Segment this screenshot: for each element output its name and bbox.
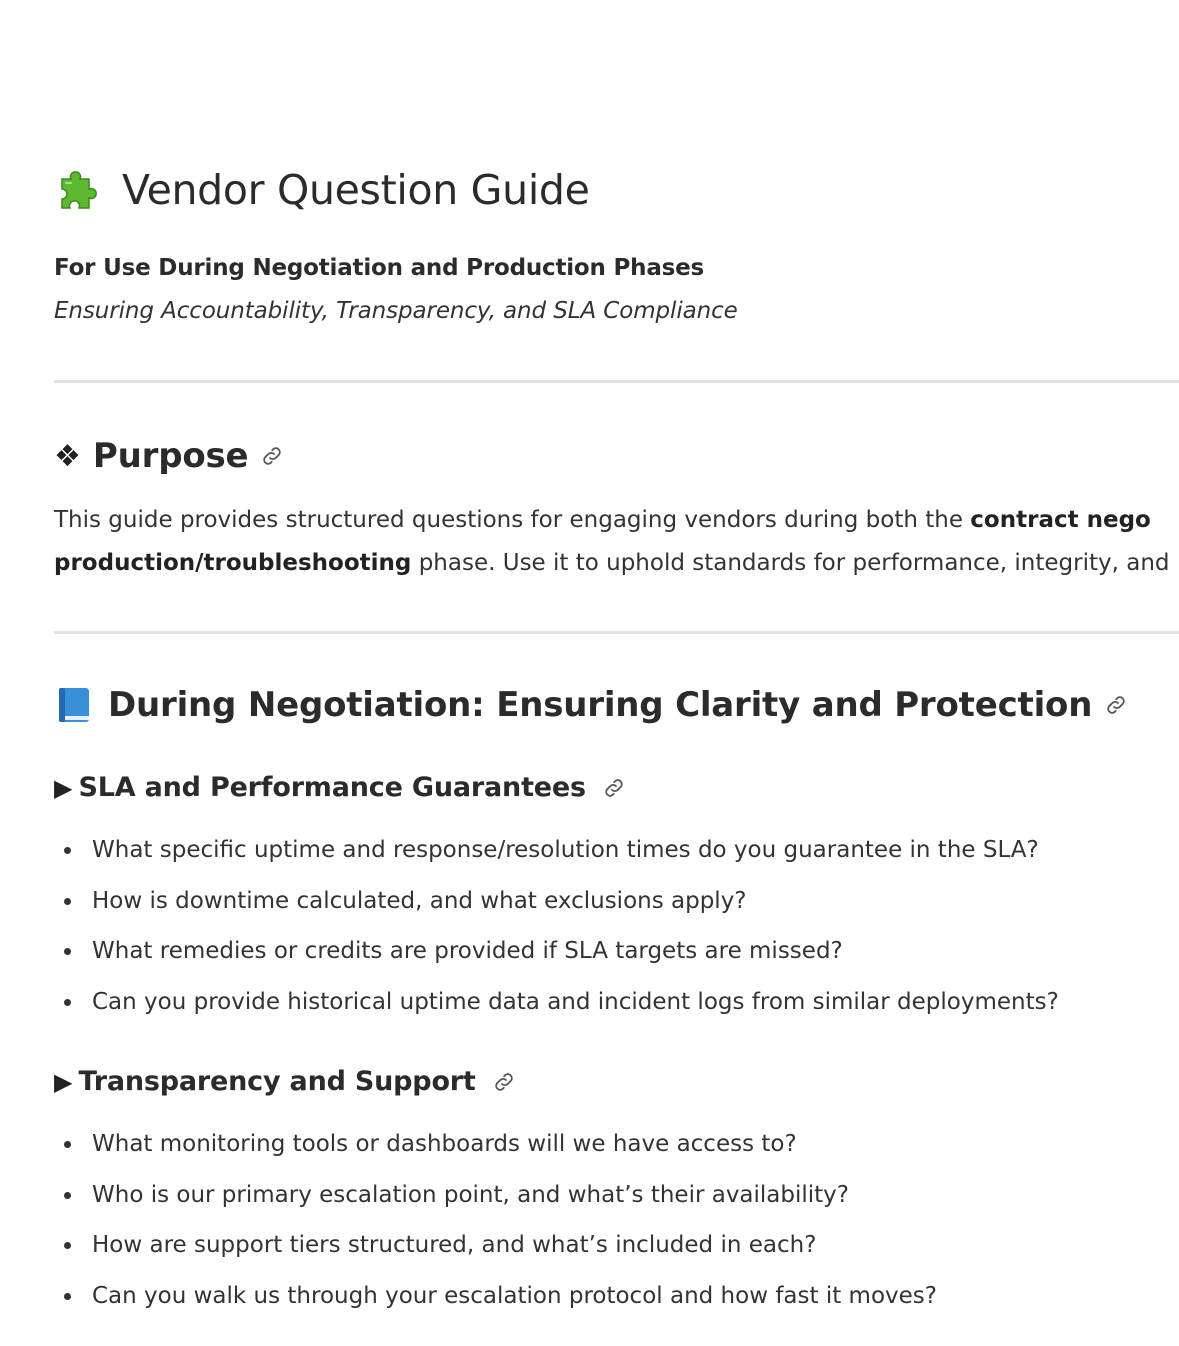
- purpose-line-2: production/troubleshooting phase. Use it to uphold standards for performance, integrity, and: [54, 550, 1170, 576]
- bullet-icon: [64, 948, 71, 955]
- list-item: Can you provide historical uptime data and incident logs from similar deployments?: [54, 977, 1059, 1028]
- page-title: [54, 162, 590, 218]
- bullet-icon: [64, 1293, 71, 1300]
- link-icon[interactable]: [260, 444, 284, 468]
- list-item: What remedies or credits are provided if SLA targets are missed?: [54, 926, 1059, 977]
- link-icon[interactable]: [1104, 693, 1128, 717]
- list-item: Who is our primary escalation point, and what’s their availability?: [54, 1170, 937, 1221]
- list-item: How is downtime calculated, and what exclusions apply?: [54, 876, 1059, 927]
- bullet-icon: [64, 1192, 71, 1199]
- link-icon[interactable]: [492, 1070, 516, 1094]
- transparency-section-heading-text: Transparency and Support: [78, 1066, 476, 1097]
- blue-book-icon: [54, 685, 94, 725]
- negotiation-heading: [54, 685, 1128, 725]
- link-icon[interactable]: [602, 776, 626, 800]
- purpose-line-1: This guide provides structured questions for engaging vendors during both the contract nego: [54, 507, 1151, 533]
- negotiation-heading-text: During Negotiation: Ensuring Clarity and Protection: [108, 685, 1093, 725]
- bullet-icon: [64, 847, 71, 854]
- contract-negotiation-term: contract nego: [970, 507, 1151, 533]
- triangle-icon: ▶: [54, 1067, 73, 1096]
- bullet-icon: [64, 1141, 71, 1148]
- diamond-icon: ❖: [54, 438, 81, 474]
- purpose-heading: [54, 436, 284, 476]
- production-term: production/troubleshooting: [54, 550, 412, 576]
- title-text: Vendor Question Guide: [122, 166, 590, 214]
- bullet-icon: [64, 898, 71, 905]
- tagline: Ensuring Accountability, Transparency, and SLA Compliance: [54, 298, 738, 324]
- sla-question-list: [54, 825, 1059, 1027]
- purpose-heading-text: Purpose: [92, 436, 249, 476]
- list-item: What specific uptime and response/resolution times do you guarantee in the SLA?: [54, 825, 1059, 876]
- triangle-icon: ▶: [54, 773, 73, 802]
- purpose-paragraph: [54, 499, 1179, 585]
- sla-section-heading-text: SLA and Performance Guarantees: [78, 772, 586, 803]
- transparency-question-list: [54, 1119, 937, 1321]
- transparency-section-heading: [54, 1066, 516, 1097]
- list-item: Can you walk us through your escalation protocol and how fast it moves?: [54, 1271, 937, 1322]
- bullet-icon: [64, 999, 71, 1006]
- list-item: How are support tiers structured, and what’s included in each?: [54, 1220, 937, 1271]
- list-item: What monitoring tools or dashboards will we have access to?: [54, 1119, 937, 1170]
- subtitle: For Use During Negotiation and Production Phases: [54, 255, 705, 281]
- divider: [54, 631, 1179, 634]
- puzzle-piece-icon: [54, 165, 104, 215]
- document-page: [54, 0, 1179, 1346]
- bullet-icon: [64, 1242, 71, 1249]
- divider: [54, 380, 1179, 383]
- sla-section-heading: [54, 772, 626, 803]
